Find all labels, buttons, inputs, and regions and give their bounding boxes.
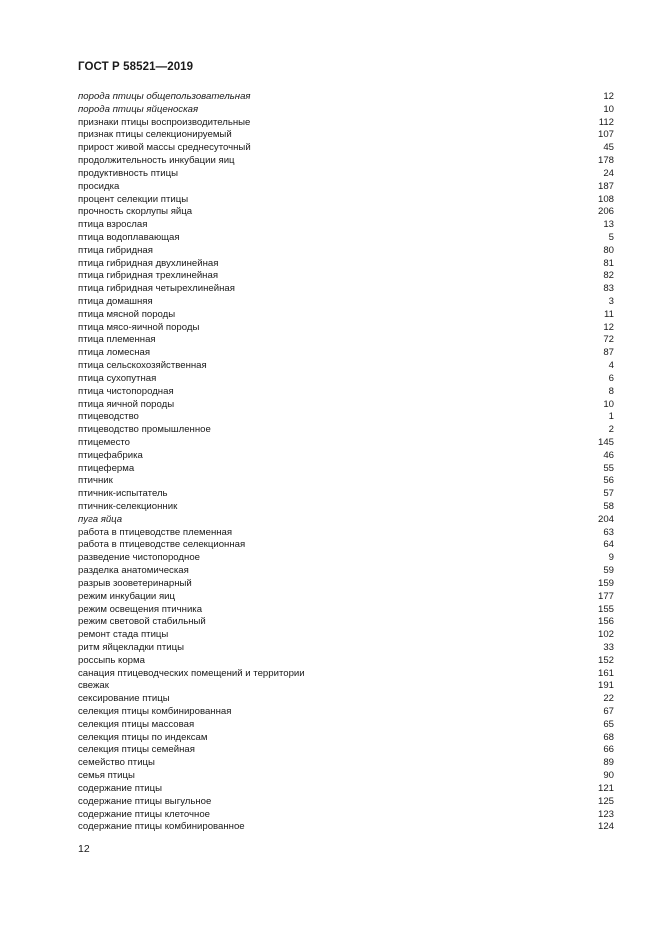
index-page-ref: 11	[604, 308, 614, 320]
index-term: птичник	[78, 475, 113, 487]
index-entry	[78, 732, 614, 745]
index-page-ref: 45	[603, 142, 614, 154]
index-page-ref: 5	[608, 231, 614, 243]
index-entry	[78, 168, 614, 181]
index-term: прирост живой массы среднесуточный	[78, 142, 251, 154]
index-entry	[78, 565, 614, 578]
index-entry	[78, 181, 614, 194]
index-entry	[78, 655, 614, 668]
index-term: птицеводство	[78, 411, 139, 423]
index-term: птицеводство промышленное	[78, 424, 211, 436]
index-page-ref: 67	[603, 706, 614, 717]
index-page-ref: 72	[603, 334, 614, 346]
index-term: порода птицы общепользовательная	[78, 91, 251, 102]
index-page-ref: 112	[598, 116, 614, 128]
index-entry	[78, 719, 614, 732]
index-entry	[78, 783, 614, 796]
index-term: сексирование птицы	[78, 693, 170, 705]
page-number: 12	[78, 843, 90, 855]
index-term: птица ломесная	[78, 347, 151, 359]
index-entry	[78, 463, 614, 476]
index-page-ref: 206	[597, 206, 614, 218]
index-page-ref: 155	[597, 603, 614, 615]
index-entry	[78, 475, 614, 488]
index-term: процент селекции птицы	[78, 193, 189, 205]
index-entry	[78, 514, 614, 527]
index-entry	[78, 821, 614, 834]
index-term: птица сельскохозяйственная	[78, 360, 207, 372]
index-entry	[78, 360, 614, 373]
index-page-ref: 8	[608, 385, 614, 397]
index-entry	[78, 283, 614, 296]
index-page-ref: 12	[603, 91, 614, 102]
index-page-ref: 161	[597, 667, 614, 679]
index-entry	[78, 322, 614, 335]
index-term: разделка анатомическая	[78, 565, 189, 577]
index-term: продуктивность птицы	[78, 167, 179, 179]
index-term: работа в птицеводстве селекционная	[78, 539, 246, 551]
index-entry	[78, 680, 614, 693]
index-page-ref: 9	[608, 552, 614, 564]
index-term: птичник-селекционник	[78, 501, 178, 512]
index-term: разведение чистопородное	[78, 552, 201, 564]
index-page-ref: 145	[597, 436, 614, 448]
index-term: селекция птицы семейная	[78, 744, 195, 756]
index-term: содержание птицы клеточное	[78, 808, 211, 820]
index-entry	[78, 796, 614, 809]
index-page-ref: 10	[603, 103, 614, 115]
index-page-ref: 1	[608, 411, 614, 423]
index-page-ref: 3	[608, 296, 614, 307]
index-term: свежак	[78, 680, 109, 692]
index-term: селекция птицы комбинированная	[78, 706, 232, 717]
index-term: птица мясной породы	[78, 308, 176, 320]
index-entry	[78, 552, 614, 565]
index-page-ref: 108	[597, 193, 614, 205]
index-entry	[78, 245, 614, 258]
index-entry	[78, 232, 614, 245]
index-entry	[78, 117, 614, 130]
index-entry	[78, 642, 614, 655]
index-entry	[78, 770, 614, 783]
index-page-ref: 10	[603, 398, 614, 410]
index-term: содержание птицы	[78, 782, 163, 794]
index-entry	[78, 194, 614, 207]
index-page-ref: 82	[603, 270, 614, 282]
index-entry	[78, 539, 614, 552]
index-term: порода птицы яйценоская	[78, 103, 199, 115]
index-page-ref: 87	[603, 347, 614, 359]
index-page-ref: 152	[597, 654, 614, 666]
index-term: прочность скорлупы яйца	[78, 206, 193, 218]
index-term: птица гибридная двухлинейная	[78, 257, 219, 269]
index-term: птицефабрика	[78, 449, 143, 461]
index-term: птица домашняя	[78, 296, 153, 307]
index-entry	[78, 411, 614, 424]
index-entry	[78, 129, 614, 142]
index-page-ref: 59	[603, 565, 614, 577]
index-entry	[78, 693, 614, 706]
index-page-ref: 123	[597, 808, 614, 820]
index-entry	[78, 334, 614, 347]
index-entry	[78, 424, 614, 437]
index-entry	[78, 155, 614, 168]
document-header: ГОСТ Р 58521—2019	[78, 61, 194, 73]
index-term: птица мясо-яичной породы	[78, 321, 200, 333]
index-term: содержание птицы выгульное	[78, 795, 212, 807]
index-page-ref: 58	[603, 501, 614, 512]
index-term: пуга яйца	[78, 513, 123, 525]
index-page-ref: 156	[597, 616, 614, 628]
index-page-ref: 90	[603, 770, 614, 782]
index-entry	[78, 91, 614, 104]
index-page-ref: 13	[603, 219, 614, 231]
index-entry	[78, 488, 614, 501]
index-page-ref: 2	[608, 424, 614, 436]
index-term: птица яичной породы	[78, 398, 175, 410]
index-term: птицеместо	[78, 436, 131, 448]
index-page-ref: 81	[603, 257, 614, 269]
index-page-ref: 204	[597, 513, 614, 525]
index-term: птица чистопородная	[78, 385, 174, 397]
index-page-ref: 33	[603, 641, 614, 653]
index-page-ref: 187	[597, 180, 614, 192]
index-entry	[78, 809, 614, 822]
index-term: птицеферма	[78, 462, 135, 474]
index-page-ref: 191	[597, 680, 614, 692]
index-entry	[78, 373, 614, 386]
index-term: просидка	[78, 180, 120, 192]
index-term: птица племенная	[78, 334, 156, 346]
alphabetical-index	[78, 91, 614, 834]
index-term: птица водоплавающая	[78, 231, 180, 243]
index-entry	[78, 578, 614, 591]
index-page-ref: 159	[597, 577, 614, 589]
index-term: ритм яйцекладки птицы	[78, 641, 185, 653]
index-term: селекция птицы по индексам	[78, 731, 208, 743]
index-page-ref: 12	[603, 321, 614, 333]
index-page-ref: 83	[603, 283, 614, 295]
index-page-ref: 125	[597, 795, 614, 807]
index-entry	[78, 104, 614, 117]
index-term: семейство птицы	[78, 757, 155, 769]
index-entry	[78, 591, 614, 604]
index-page-ref: 4	[608, 360, 614, 372]
index-term: режим световой стабильный	[78, 616, 206, 628]
index-page-ref: 63	[603, 526, 614, 538]
index-page-ref: 124	[597, 821, 614, 833]
index-entry	[78, 296, 614, 309]
index-page-ref: 68	[603, 731, 614, 743]
index-entry	[78, 668, 614, 681]
index-entry	[78, 347, 614, 360]
index-entry	[78, 219, 614, 232]
index-term: россыпь корма	[78, 654, 145, 666]
index-entry	[78, 309, 614, 322]
index-entry	[78, 450, 614, 463]
index-entry	[78, 270, 614, 283]
index-term: продолжительность инкубации яиц	[78, 155, 235, 167]
index-page-ref: 22	[603, 693, 614, 705]
index-entry	[78, 399, 614, 412]
index-term: санация птицеводческих помещений и территории	[78, 667, 305, 679]
index-page-ref: 46	[603, 449, 614, 461]
index-term: режим инкубации яиц	[78, 590, 176, 602]
index-entry	[78, 744, 614, 757]
index-term: содержание птицы комбинированное	[78, 821, 245, 833]
index-term: птица сухопутная	[78, 372, 157, 384]
index-page-ref: 121	[597, 782, 614, 794]
index-page-ref: 178	[597, 155, 614, 167]
index-page-ref: 64	[603, 539, 614, 551]
index-page-ref: 65	[603, 718, 614, 730]
index-entry	[78, 616, 614, 629]
index-term: птичник-испытатель	[78, 488, 168, 500]
index-page-ref: 177	[597, 590, 614, 602]
index-term: признак птицы селекционируемый	[78, 129, 232, 141]
index-term: птица гибридная	[78, 244, 153, 256]
index-term: селекция птицы массовая	[78, 718, 195, 730]
index-term: разрыв зооветеринарный	[78, 577, 192, 589]
index-page-ref: 107	[597, 129, 614, 141]
index-page-ref: 57	[603, 488, 614, 500]
index-entry	[78, 206, 614, 219]
index-term: птица гибридная трехлинейная	[78, 270, 219, 282]
index-entry	[78, 629, 614, 642]
index-page-ref: 6	[608, 372, 614, 384]
index-entry	[78, 706, 614, 719]
index-page-ref: 66	[603, 744, 614, 756]
index-entry	[78, 501, 614, 514]
index-term: ремонт стада птицы	[78, 629, 169, 641]
index-term: птица гибридная четырехлинейная	[78, 283, 235, 295]
index-entry	[78, 437, 614, 450]
index-page-ref: 80	[603, 244, 614, 256]
index-entry	[78, 386, 614, 399]
index-entry	[78, 757, 614, 770]
index-entry	[78, 258, 614, 271]
index-entry	[78, 527, 614, 540]
index-term: признаки птицы воспроизводительные	[78, 116, 251, 128]
index-term: работа в птицеводстве племенная	[78, 526, 233, 538]
index-entry	[78, 604, 614, 617]
index-page-ref: 56	[603, 475, 614, 487]
index-term: режим освещения птичника	[78, 603, 203, 615]
index-page-ref: 24	[603, 167, 614, 179]
index-term: семья птицы	[78, 770, 135, 782]
index-entry	[78, 142, 614, 155]
index-page-ref: 102	[597, 629, 614, 641]
index-term: птица взрослая	[78, 219, 148, 231]
index-page-ref: 55	[603, 462, 614, 474]
index-page-ref: 89	[603, 757, 614, 769]
